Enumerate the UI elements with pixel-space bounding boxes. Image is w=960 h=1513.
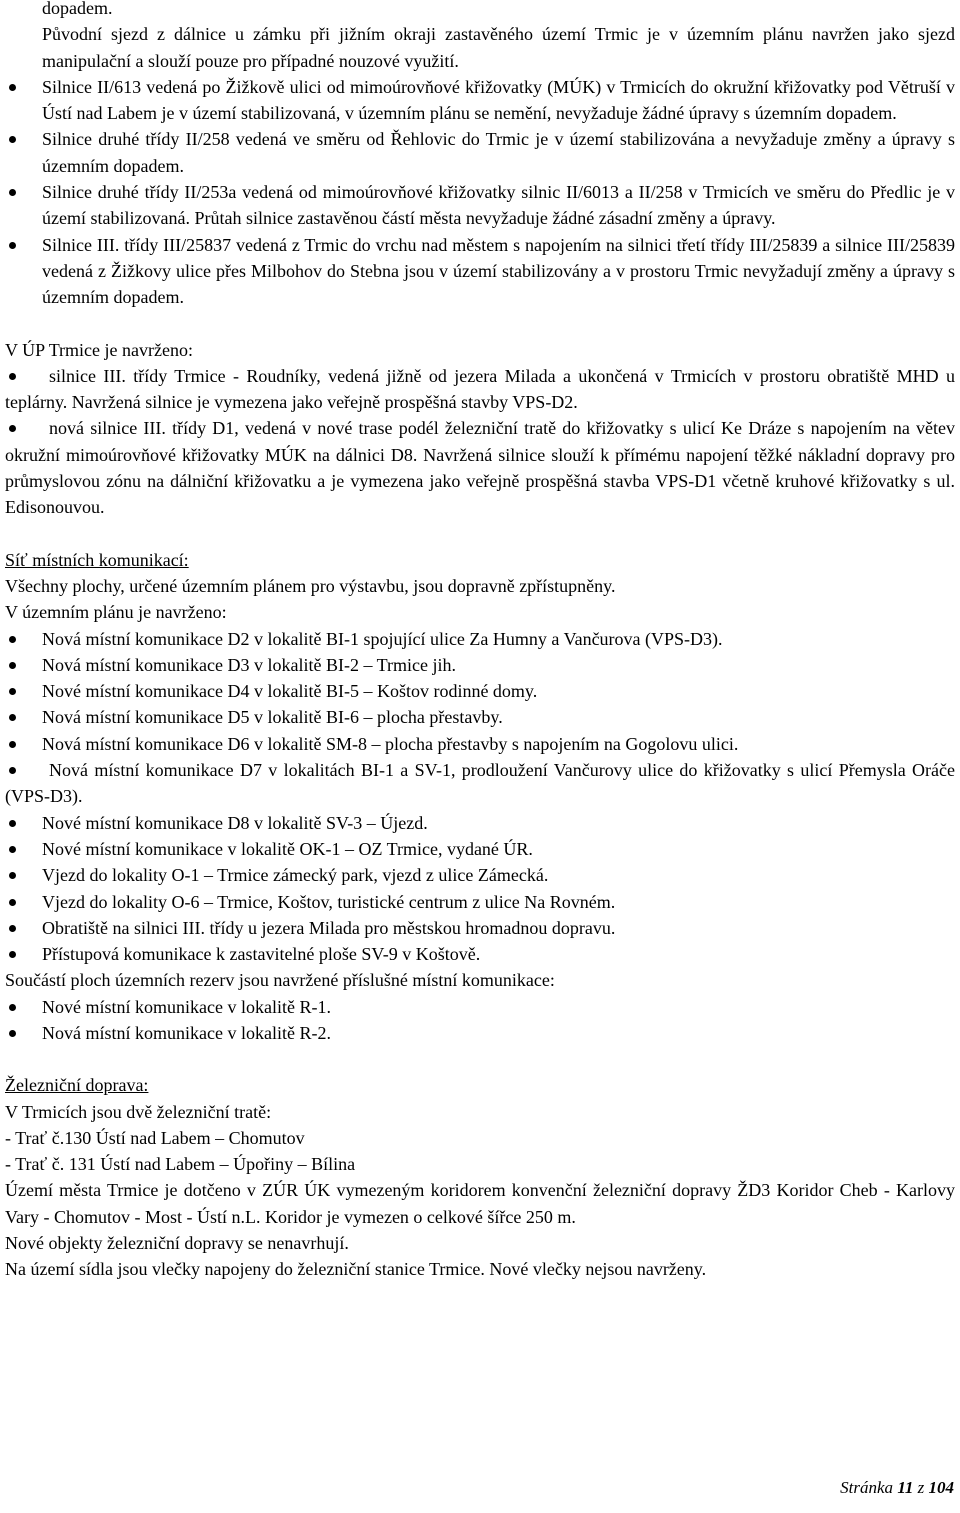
list-item: Nové místní komunikace D8 v lokalitě SV-3 – Újezd. — [5, 810, 955, 836]
list-item: Silnice III. třídy III/25837 vedená z Trmic do vrchu nad městem s napojením na silnici třetí třídy III/25839 a silnice III/25839 vedená z Žižkovy ulice přes Milbohov do Stebna jsou v území stabilizovány a v prostoru Trmic nevyžadují změny a úpravy s územním dopadem. — [5, 232, 955, 311]
list-item: nová silnice III. třídy D1, vedená v nové trase podél železniční tratě do křižovatky s ulicí Ke Dráze s napojením na větev okružní mimoúrovňové křižovatky MÚK na dálnici D8. Navržená silnice slouží k přímému napojení těžké nákladní dopravy pro průmyslovou zónu na dálniční křižovatku a je vymezena jako veřejně prospěšná stavba VPS-D1 včetně kruhové křižovatky s ul. Edisonouvou. — [5, 415, 955, 520]
rail-line: - Trať č.130 Ústí nad Labem – Chomutov — [5, 1127, 305, 1148]
roads-list — [5, 74, 955, 311]
footer-sep: z — [917, 1478, 925, 1497]
document-page — [5, 0, 955, 1283]
intro-line-tail: dopadem. — [42, 0, 113, 18]
page-footer — [840, 1475, 954, 1501]
rail-line-sidings: Na území sídla jsou vlečky napojeny do železniční stanice Trmice. Nové vlečky nejsou navrženy. — [5, 1259, 707, 1280]
section-heading-local-roads: Síť místních komunikací: — [5, 549, 189, 570]
list-item: Nové místní komunikace v lokalitě R-1. — [5, 994, 955, 1020]
list-item: Nová místní komunikace D3 v lokalitě BI-2 – Trmice jih. — [5, 652, 955, 678]
rail-line: - Trať č. 131 Ústí nad Labem – Úpořiny – Bílina — [5, 1154, 356, 1175]
list-item: silnice III. třídy Trmice - Roudníky, vedená jižně od jezera Milada a ukončená v Trmicích v prostoru obratiště MHD u teplárny. Navržená silnice je vymezena jako veřejně prospěšná stavby VPS-D2. — [5, 363, 955, 416]
local-roads-line1: Všechny plochy, určené územním plánem pro výstavbu, jsou dopravně zpřístupněny. — [5, 575, 616, 596]
rail-paragraph: Území města Trmice je dotčeno v ZÚR ÚK vymezeným koridorem konvenční železniční dopravy ŽD3 Koridor Cheb - Karlovy Vary - Chomutov - Most - Ústí n.L. Koridor je vymezen o celkové šířce 250 m. — [5, 1180, 955, 1227]
list-item: Vjezd do lokality O-6 – Trmice, Koštov, turistické centrum z ulice Na Rovném. — [5, 889, 955, 915]
list-item: Silnice druhé třídy II/258 vedená ve směru od Řehlovic do Trmic je v území stabilizována a nevyžaduje změny a úpravy s územním dopadem. — [5, 126, 955, 179]
intro-paragraph: Původní sjezd z dálnice u zámku při jižním okraji zastavěného území Trmic je v územním plánu navržen jako sjezd manipulační a slouží pouze pro případné nouzové využití. — [42, 24, 955, 71]
list-item: Vjezd do lokality O-1 – Trmice zámecký park, vjezd z ulice Zámecká. — [5, 862, 955, 888]
list-item: Nová místní komunikace D5 v lokalitě BI-6 – plocha přestavby. — [5, 704, 955, 730]
local-roads-list — [5, 626, 955, 968]
reserves-line: Součástí ploch územních rezerv jsou navržené příslušné místní komunikace: — [5, 970, 555, 991]
list-item: Nová místní komunikace D2 v lokalitě BI-1 spojující ulice Za Humny a Vančurova (VPS-D3). — [5, 626, 955, 652]
page-number-current: 11 — [897, 1478, 914, 1497]
proposed-heading: V ÚP Trmice je navrženo: — [5, 339, 193, 360]
list-item: Nové místní komunikace D4 v lokalitě BI-5 – Koštov rodinné domy. — [5, 678, 955, 704]
list-item: Přístupová komunikace k zastavitelné ploše SV-9 v Koštově. — [5, 941, 955, 967]
local-roads-line2: V územním plánu je navrženo: — [5, 602, 227, 623]
rail-line-new: Nové objekty železniční dopravy se nenavrhují. — [5, 1233, 349, 1254]
rail-line: V Trmicích jsou dvě železniční tratě: — [5, 1101, 272, 1122]
list-item: Silnice II/613 vedená po Žižkově ulici od mimoúrovňové křižovatky (MÚK) v Trmicích do okružní křižovatky pod Větruší v Ústí nad Labem je v území stabilizovaná, v územním plánu se nemění, nevyžaduje žádné úpravy s územním dopadem. — [5, 74, 955, 127]
list-item: Nové místní komunikace v lokalitě OK-1 – OZ Trmice, vydané ÚR. — [5, 836, 955, 862]
list-item: Nová místní komunikace D7 v lokalitách BI-1 a SV-1, prodloužení Vančurovy ulice do křižovatky s ulicí Přemysla Oráče (VPS-D3). — [5, 757, 955, 810]
list-item: Nová místní komunikace v lokalitě R-2. — [5, 1020, 955, 1046]
list-item: Nová místní komunikace D6 v lokalitě SM-8 – plocha přestavby s napojením na Gogolovu ulici. — [5, 731, 955, 757]
list-item: Obratiště na silnici III. třídy u jezera Milada pro městskou hromadnou dopravu. — [5, 915, 955, 941]
page-number-total: 104 — [928, 1478, 954, 1497]
section-heading-rail: Železniční doprava: — [5, 1075, 149, 1096]
footer-prefix: Stránka — [840, 1478, 894, 1497]
list-item: Silnice druhé třídy II/253a vedená od mimoúrovňové křižovatky silnic II/6013 a II/258 v Trmicích ve směru do Předlic je v území stabilizovaná. Průtah silnice zastavěnou částí města nevyžaduje žádné zásadní změny a úpravy. — [5, 179, 955, 232]
